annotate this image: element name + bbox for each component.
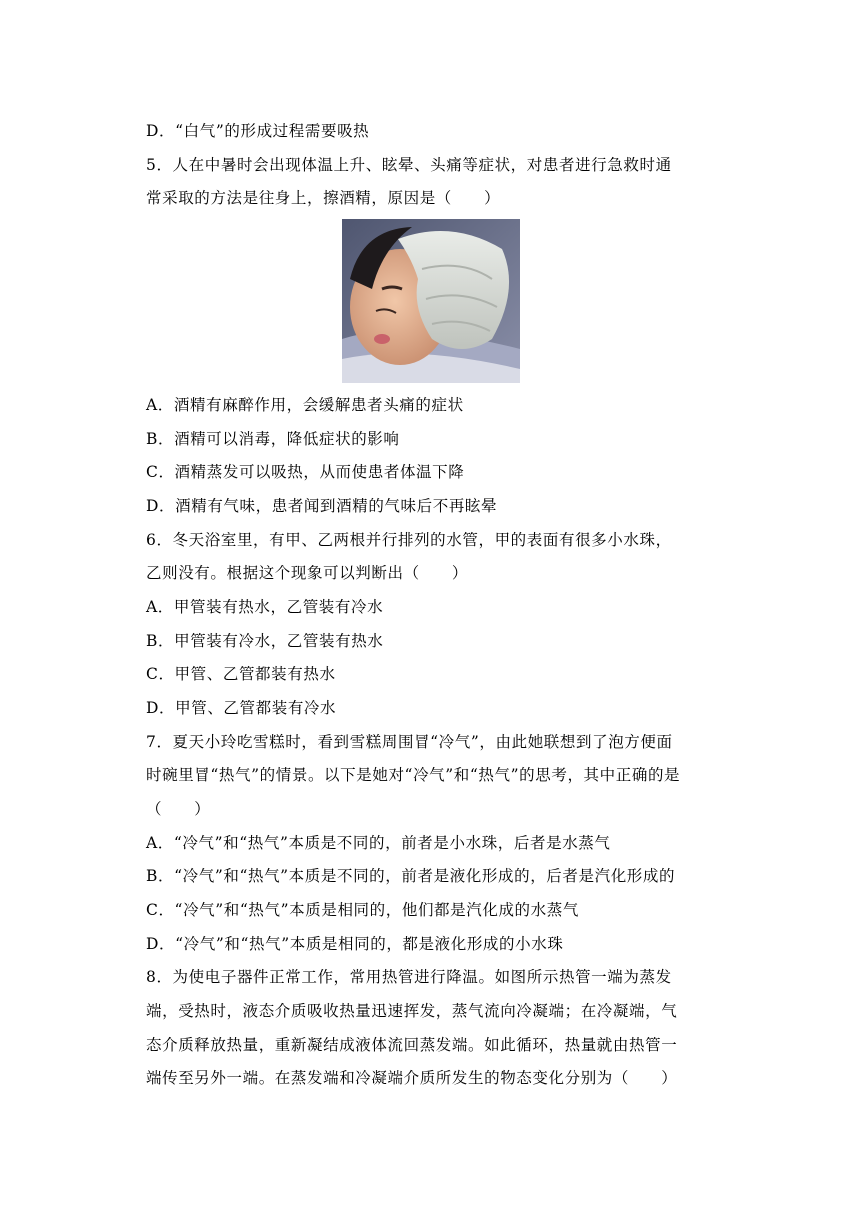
q7-option-b: B．“冷气”和“热气”本质是不同的，前者是液化形成的，后者是汽化形成的 xyxy=(146,867,676,885)
q6-option-d: D．甲管、乙管都装有冷水 xyxy=(146,699,337,717)
q7-option-a: A．“冷气”和“热气”本质是不同的，前者是小水珠，后者是水蒸气 xyxy=(146,834,611,852)
q5-option-b: B．酒精可以消毒，降低症状的影响 xyxy=(146,430,400,448)
q7-stem-line-1: 7．夏天小玲吃雪糕时，看到雪糕周围冒“冷气”，由此她联想到了泡方便面 xyxy=(146,733,673,751)
q5-option-d: D．酒精有气味，患者闻到酒精的气味后不再眩晕 xyxy=(146,497,498,515)
q7-stem-line-2: 时碗里冒“热气”的情景。以下是她对“冷气”和“热气”的思考，其中正确的是 xyxy=(146,766,681,784)
q6-stem-line-1: 6．冬天浴室里，有甲、乙两根并行排列的水管，甲的表面有很多小水珠， xyxy=(146,531,672,549)
q8-stem-line-3: 态介质释放热量，重新凝结成液体流回蒸发端。如此循环，热量就由热管一 xyxy=(146,1036,678,1054)
q8-stem-line-2: 端，受热时，液态介质吸收热量迅速挥发，蒸气流向冷凝端；在冷凝端，气 xyxy=(146,1002,678,1020)
q8-stem-line-1: 8．为使电子器件正常工作，常用热管进行降温。如图所示热管一端为蒸发 xyxy=(146,968,672,986)
patient-photo xyxy=(342,219,520,383)
q7-stem-line-3: （ ） xyxy=(146,800,211,818)
q6-stem-line-2: 乙则没有。根据这个现象可以判断出（ ） xyxy=(146,564,469,582)
q5-stem-line-1: 5．人在中暑时会出现体温上升、眩晕、头痛等症状，对患者进行急救时通 xyxy=(146,156,672,174)
q6-option-b: B．甲管装有冷水，乙管装有热水 xyxy=(146,632,384,650)
q5-option-a: A．酒精有麻醉作用，会缓解患者头痛的症状 xyxy=(146,396,464,414)
q8-stem-line-4: 端传至另外一端。在蒸发端和冷凝端介质所发生的物态变化分别为（ ） xyxy=(146,1069,678,1087)
q7-option-c: C．“冷气”和“热气”本质是相同的，他们都是汽化成的水蒸气 xyxy=(146,901,579,919)
q7-option-d: D．“冷气”和“热气”本质是相同的，都是液化形成的小水珠 xyxy=(146,935,564,953)
q4-option-d: D．“白气”的形成过程需要吸热 xyxy=(146,122,370,140)
q5-option-c: C．酒精蒸发可以吸热，从而使患者体温下降 xyxy=(146,463,465,481)
q6-option-a: A．甲管装有热水，乙管装有冷水 xyxy=(146,598,384,616)
q5-stem-line-2: 常采取的方法是往身上，擦酒精，原因是（ ） xyxy=(146,189,501,207)
q6-option-c: C．甲管、乙管都装有热水 xyxy=(146,665,336,683)
